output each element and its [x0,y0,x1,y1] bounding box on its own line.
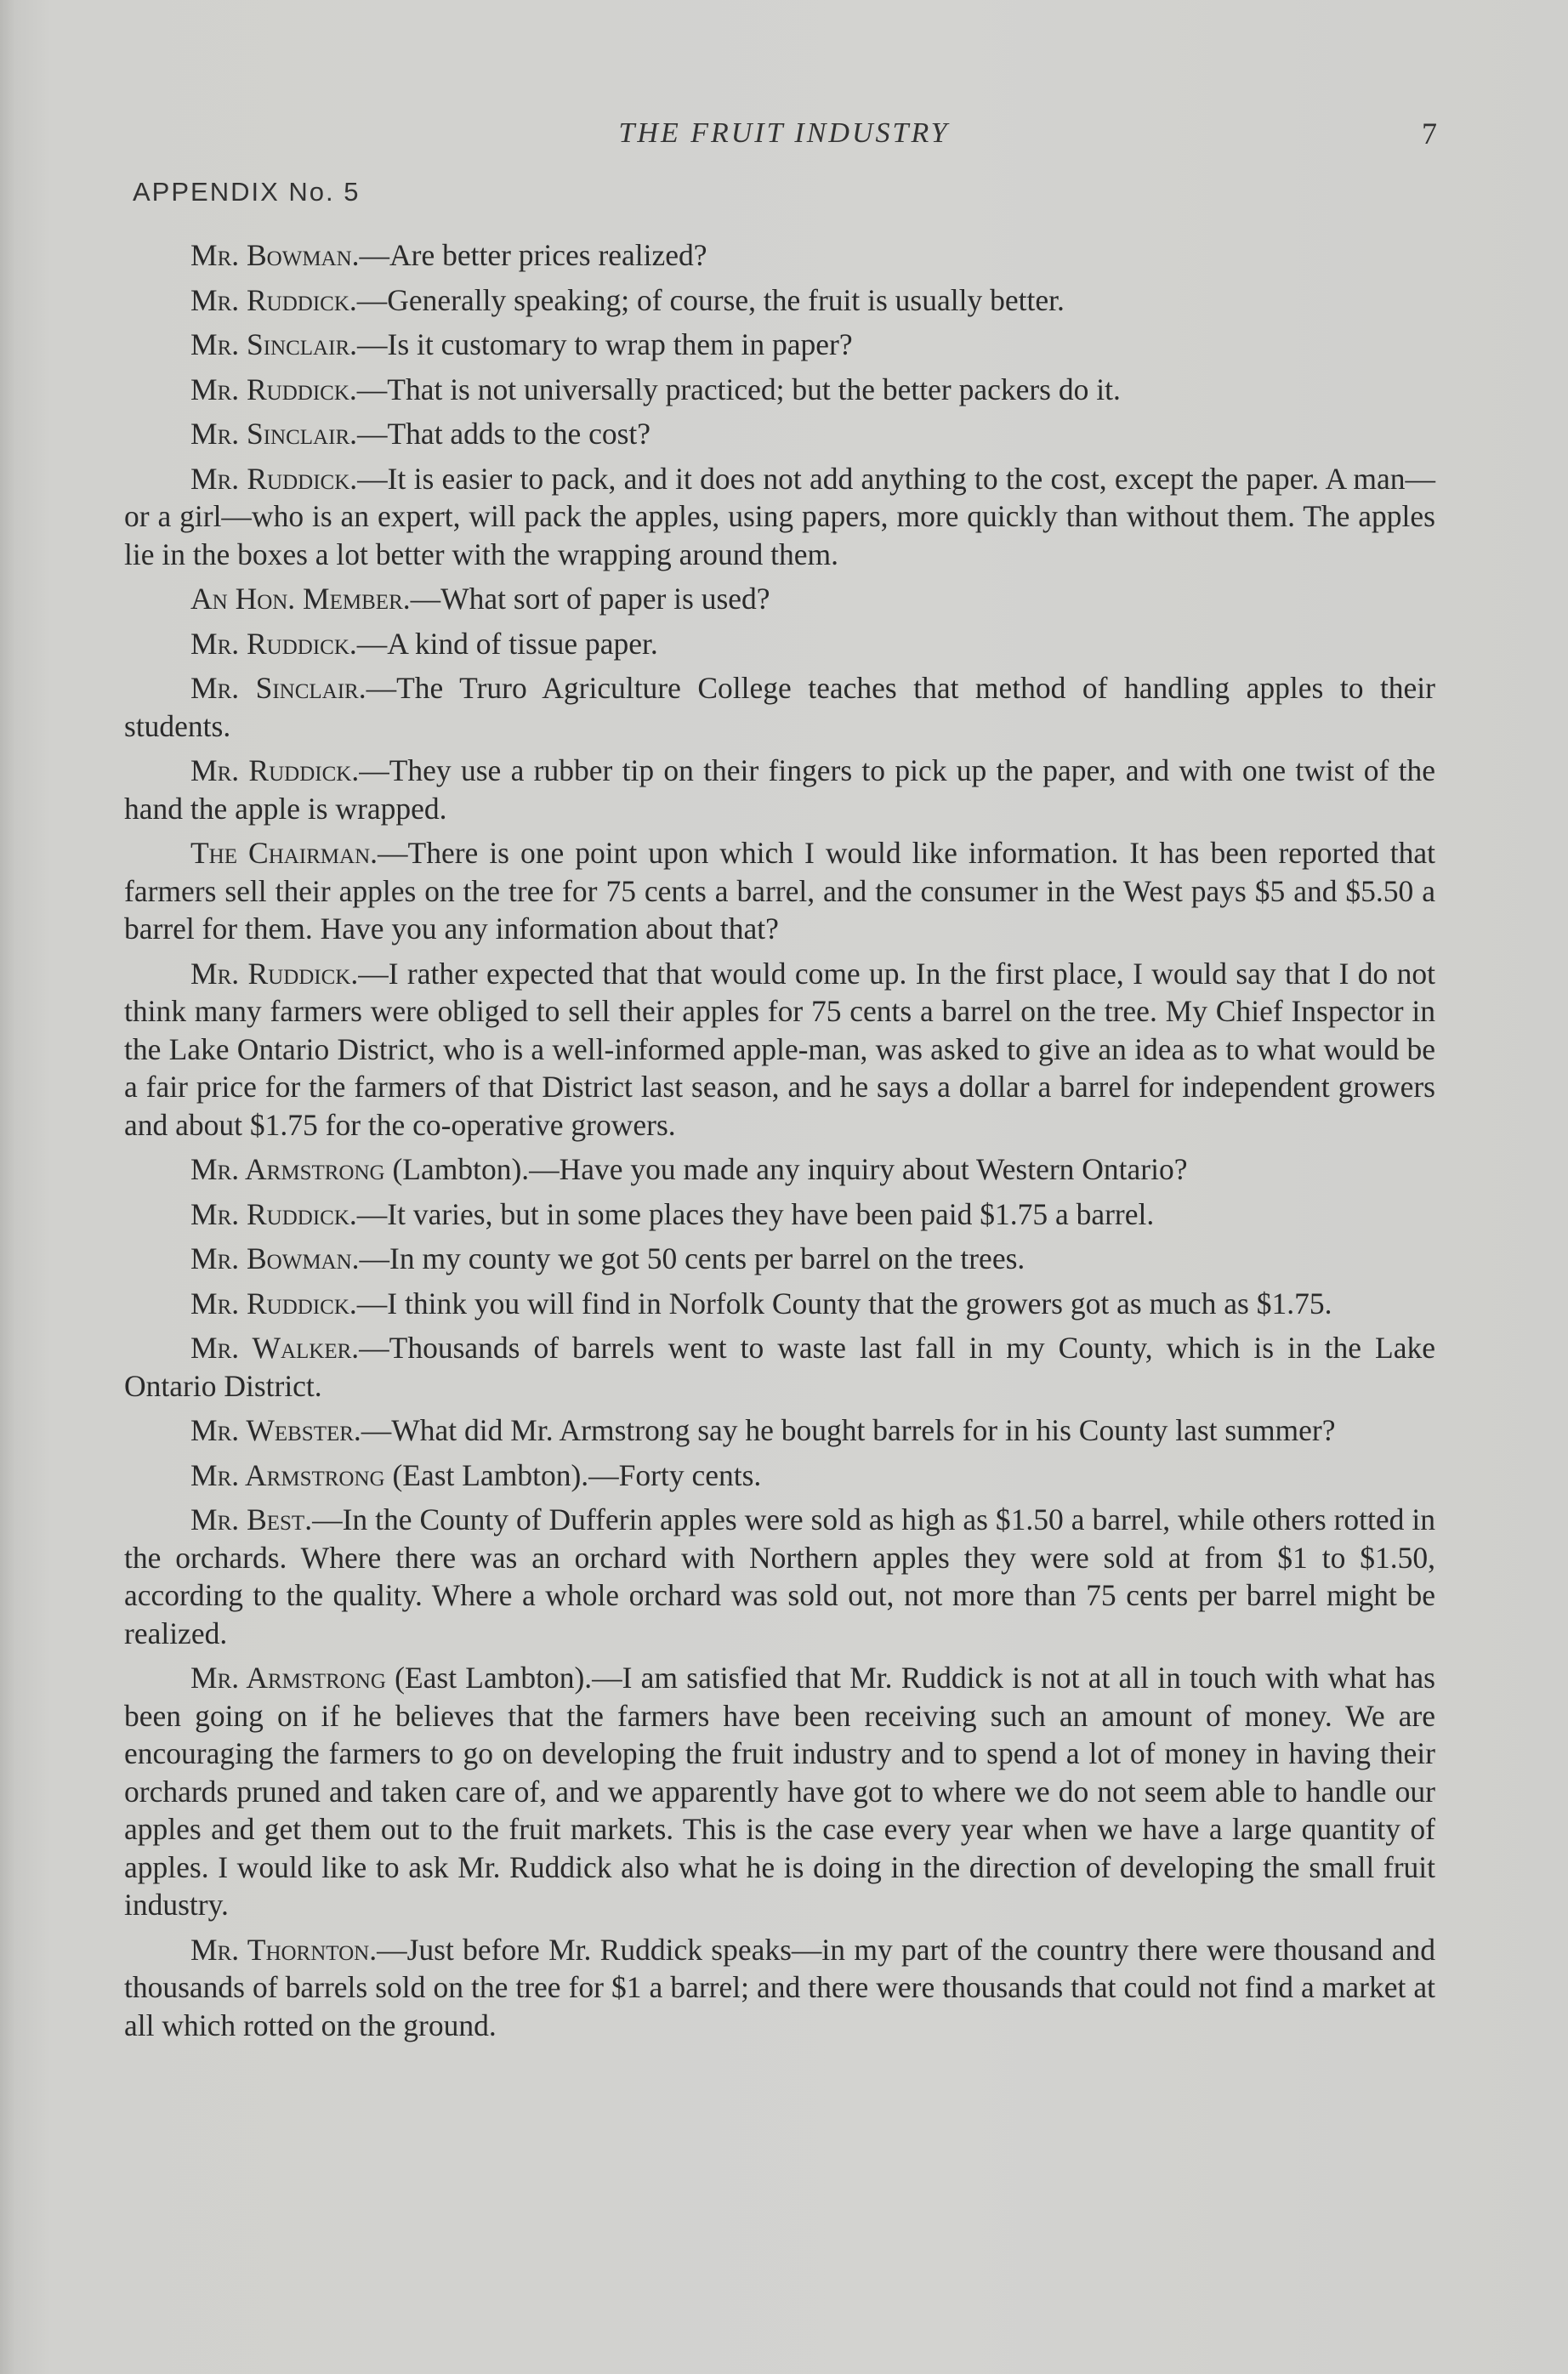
paragraph [124,371,1435,409]
paragraph [124,460,1435,574]
speech-text: —Are better prices realized? [359,238,707,272]
paragraph [124,625,1435,663]
paragraph [124,1150,1435,1189]
paragraph [124,1931,1435,2045]
running-title: THE FRUIT INDUSTRY [618,117,950,149]
speaker-name: Mr. Ruddick. [190,1286,357,1320]
speech-text: —That adds to the cost? [357,417,651,451]
speech-text: —Just before Mr. Ruddick speaks—in my part of the country there were thousand and thousands of barrels sold on the tree for $1 a barrel; and there were thousands that could not find a market at all which rotted on the ground. [124,1932,1435,2042]
speaker-name: Mr. Webster. [190,1413,361,1447]
speaker-name: Mr. Ruddick. [190,282,357,317]
speaker-name: Mr. Ruddick. [190,956,359,991]
paragraph [124,752,1435,827]
page-number: 7 [1422,116,1437,151]
paragraph [124,1659,1435,1924]
speech-text: —Thousands of barrels went to waste last fall in my County, which is in the Lake Ontario District. [124,1331,1435,1403]
speech-text: —I think you will find in Norfolk County that the growers got as much as $1.75. [356,1286,1332,1320]
paragraph [124,1240,1435,1278]
paragraph [124,955,1435,1144]
speaker-name: Mr. Ruddick. [190,753,360,787]
speaker-name: Mr. Armstrong [190,1457,385,1492]
paragraph [124,669,1435,745]
speech-text: —I rather expected that that would come up. In the first place, I would say that I do not think many farmers were obliged to sell their apples for 75 cents a barrel on the tree. My Chief Inspector in the Lake Ontario District, who is a well-informed apple-man, was asked to give an idea as to what would be a fair price for the farmers of that District last season, and he says a dollar a barrel for independent growers and about $1.75 for the co-operative growers. [124,956,1435,1142]
speaker-name: Mr. Ruddick. [190,372,357,406]
speech-text: —What sort of paper is used? [410,582,770,616]
speaker-name: An Hon. Member. [190,582,411,616]
speaker-name: Mr. Armstrong [190,1152,385,1186]
speech-text: —What did Mr. Armstrong say he bought barrels for in his County last summer? [361,1413,1336,1447]
speaker-name: Mr. Sinclair. [190,671,366,705]
paragraph [124,580,1435,618]
speech-text: —The Truro Agriculture College teaches that method of handling apples to their students. [124,671,1435,743]
speaker-name: Mr. Sinclair. [190,327,357,361]
speech-text: —It is easier to pack, and it does not add anything to the cost, except the paper. A man—or a girl—who is an expert, will pack the apples, using papers, more quickly than without them. The apples lie in the boxes a lot better with the wrapping around them. [124,461,1435,571]
speaker-name: Mr. Sinclair. [190,417,357,451]
speaker-name: The Chairman. [190,836,378,870]
speech-text: —That is not universally practiced; but the better packers do it. [356,372,1121,406]
speaker-name: Mr. Bowman. [190,238,360,272]
speaker-name: Mr. Armstrong [190,1661,386,1695]
paragraph [124,236,1435,275]
paragraph [124,1411,1435,1450]
speech-text: (Lambton).—Have you made any inquiry about Western Ontario? [384,1152,1188,1186]
speaker-name: Mr. Best. [190,1502,313,1536]
speaker-name: Mr. Ruddick. [190,626,357,661]
paragraph [124,326,1435,364]
paragraph [124,281,1435,320]
speech-text: —Generally speaking; of course, the fruit is usually better. [356,282,1065,317]
speaker-name: Mr. Bowman. [190,1241,360,1275]
appendix-label: APPENDIX No. 5 [133,177,361,207]
speaker-name: Mr. Ruddick. [190,461,358,496]
paragraph [124,1501,1435,1652]
speech-text: —They use a rubber tip on their fingers to pick up the paper, and with one twist of the hand the apple is wrapped. [124,753,1436,826]
speech-text: —It varies, but in some places they have been paid $1.75 a barrel. [356,1196,1155,1231]
paragraph [124,1457,1435,1495]
speech-text: (East Lambton).—I am satisfied that Mr. Ruddick is not at all in touch with what has been going on if he believes that the farmers have been receiving such an amount of money. We are encouraging the farmers to go on developing the fruit industry and to spend a lot of money in having their orchards pruned and taken care of, and we apparently have got to where we do not seem able to handle our apples and get them out to the fruit markets. This is the case every year when we have a large quantity of apples. I would like to ask Mr. Ruddick also what he is doing in the direction of developing the small fruit industry. [124,1661,1435,1922]
speaker-name: Mr. Thornton. [190,1932,378,1967]
body-text [124,236,1435,2051]
speech-text: —A kind of tissue paper. [356,626,658,661]
speech-text: —In the County of Dufferin apples were sold as high as $1.50 a barrel, while others rotted in the orchards. Where there was an orchard with Northern apples they were sold at from $1 to $1.50, according to the quality. Where a whole orchard was sold out, not more than 75 cents per barrel might be realized. [124,1502,1435,1650]
speaker-name: Mr. Walker. [190,1331,360,1365]
paragraph [124,415,1435,453]
speech-text: —There is one point upon which I would like information. It has been reported that farmers sell their apples on the tree for 75 cents a barrel, and the consumer in the West pays $5 and $5.50 a barrel for them. Have you any information about that? [124,836,1435,946]
paragraph [124,1329,1435,1405]
paragraph [124,834,1435,948]
speech-text: —In my county we got 50 cents per barrel on the trees. [359,1241,1025,1275]
speech-text: —Is it customary to wrap them in paper? [357,327,853,361]
paragraph [124,1196,1435,1234]
paragraph [124,1285,1435,1323]
speaker-name: Mr. Ruddick. [190,1196,357,1231]
speech-text: (East Lambton).—Forty cents. [384,1457,762,1492]
